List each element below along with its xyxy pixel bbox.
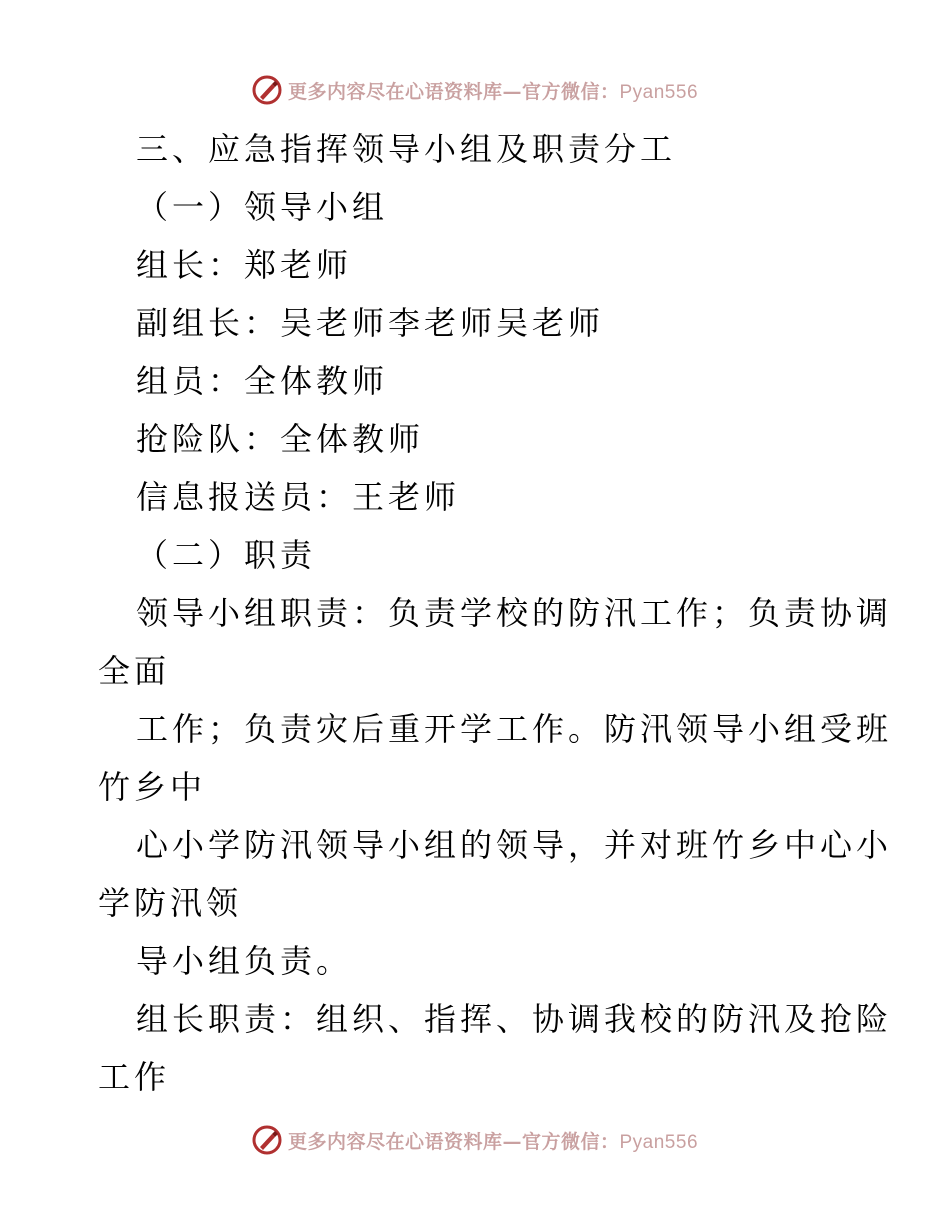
text-line: 心小学防汛领导小组的领导，并对班竹乡中心小 bbox=[136, 826, 893, 864]
text-line: 导小组负责。 bbox=[136, 942, 353, 980]
section-heading: 三、应急指挥领导小组及职责分工 bbox=[136, 130, 677, 168]
text-line: 组长职责：组织、指挥、协调我校的防汛及抢险 bbox=[136, 1000, 893, 1038]
text-line: 领导小组职责：负责学校的防汛工作；负责协调 bbox=[136, 594, 893, 632]
subsection-heading: （二）职责 bbox=[136, 536, 317, 574]
text-line: 抢险队：全体教师 bbox=[136, 420, 425, 458]
pen-logo-icon bbox=[252, 75, 282, 105]
text-line: 全面 bbox=[98, 652, 171, 690]
subsection-heading: （一）领导小组 bbox=[136, 188, 389, 226]
text-line: 信息报送员：王老师 bbox=[136, 478, 461, 516]
footer-watermark bbox=[0, 1120, 950, 1160]
text-line: 工作；负责灾后重开学工作。防汛领导小组受班 bbox=[136, 710, 893, 748]
header-watermark bbox=[0, 70, 950, 110]
text-line: 工作 bbox=[98, 1058, 171, 1096]
watermark-text: 更多内容尽在心语资料库—官方微信：Pyan556 bbox=[287, 80, 699, 103]
pen-logo-icon bbox=[252, 1125, 282, 1155]
text-line: 学防汛领 bbox=[98, 884, 243, 922]
text-line: 组长：郑老师 bbox=[136, 246, 353, 284]
text-line: 副组长：吴老师李老师吴老师 bbox=[136, 304, 605, 342]
watermark-text: 更多内容尽在心语资料库—官方微信：Pyan556 bbox=[287, 1130, 699, 1153]
text-line: 组员：全体教师 bbox=[136, 362, 389, 400]
text-line: 竹乡中 bbox=[98, 768, 207, 806]
